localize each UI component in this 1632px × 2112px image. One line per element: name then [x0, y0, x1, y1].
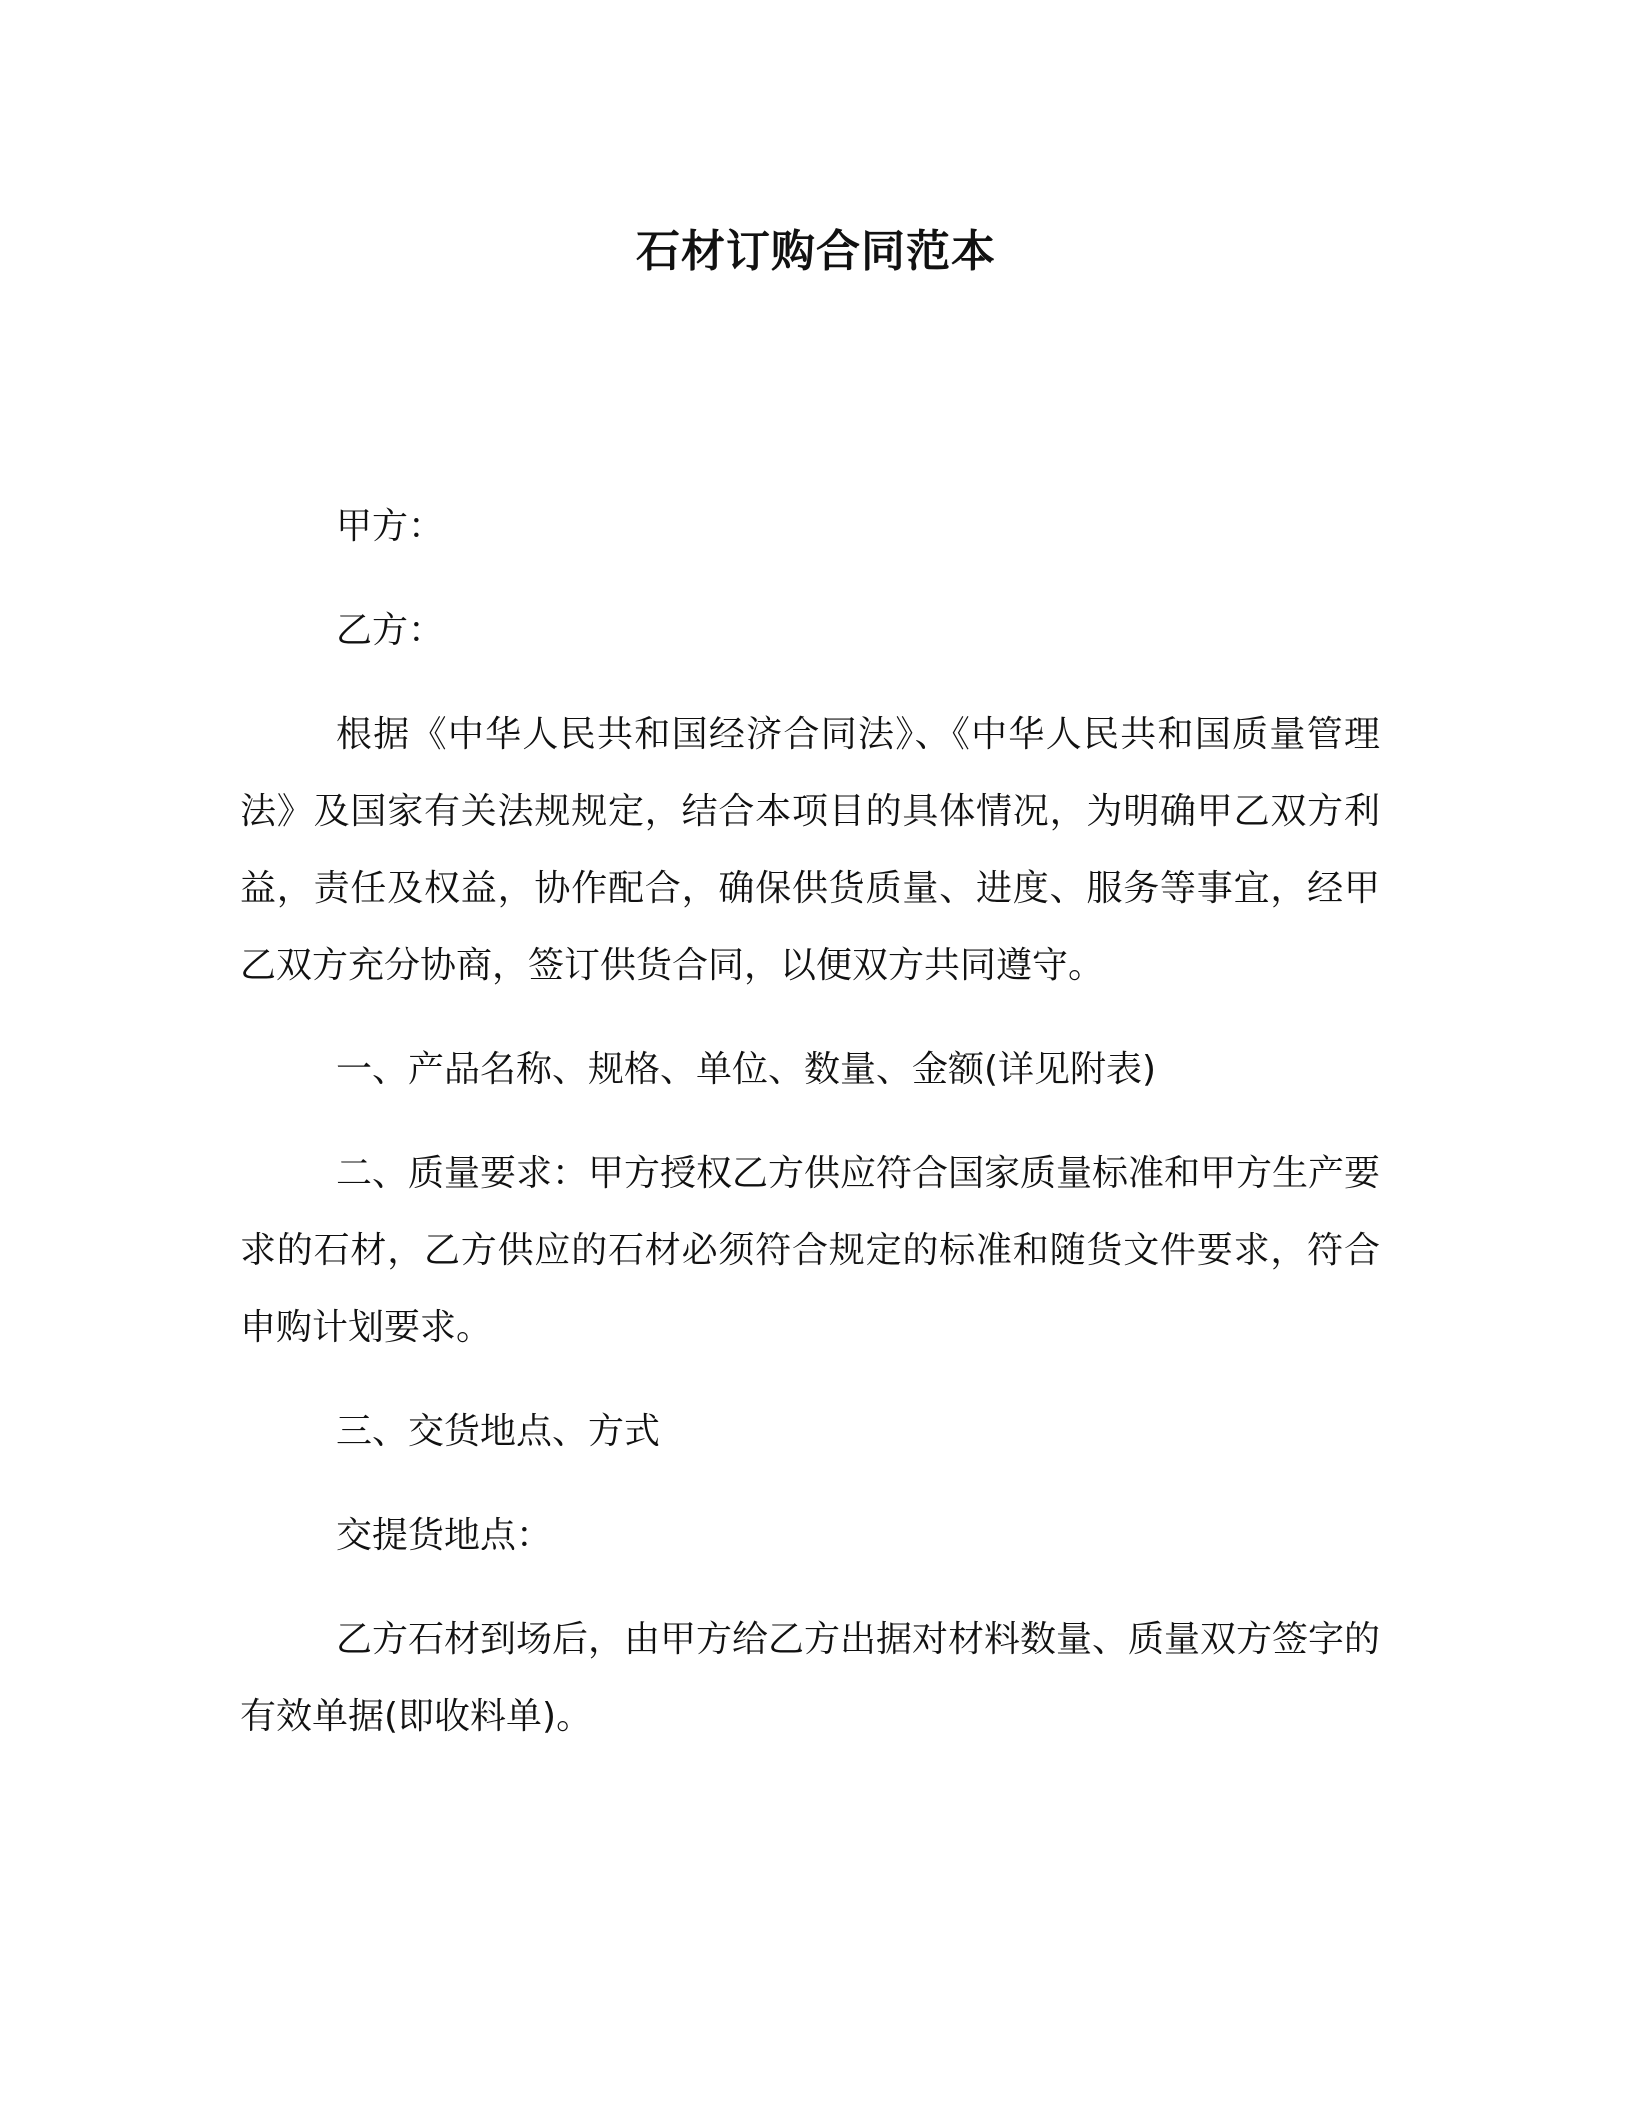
section-3-heading: 三、交货地点、方式: [336, 1411, 661, 1452]
document-body: [240, 488, 1380, 1782]
section-1-heading: 一、产品名称、规格、单位、数量、金额(详见附表): [336, 1049, 1157, 1090]
party-b-line: 乙方：: [336, 610, 445, 651]
delivery-location-line: 交提货地点：: [336, 1515, 553, 1556]
document-title: 石材订购合同范本: [636, 226, 996, 277]
preamble-paragraph: 根据《中华人民共和国经济合同法》、《中华人民共和国质量管理法》及国家有关法规规定，结合本项目的具体情况，为明确甲乙双方利益，责任及权益，协作配合，确保供货质量、进度、服务等事宜，经甲乙双方充分协商，签订供货合同，以便双方共同遵守。: [240, 714, 1380, 986]
section-2-paragraph: 二、质量要求：甲方授权乙方供应符合国家质量标准和甲方生产要求的石材，乙方供应的石材必须符合规定的标准和随货文件要求，符合申购计划要求。: [240, 1153, 1381, 1348]
party-a-line: 甲方：: [336, 506, 445, 547]
receipt-paragraph: 乙方石材到场后，由甲方给乙方出据对材料数量、质量双方签字的有效单据(即收料单)。: [240, 1619, 1381, 1737]
